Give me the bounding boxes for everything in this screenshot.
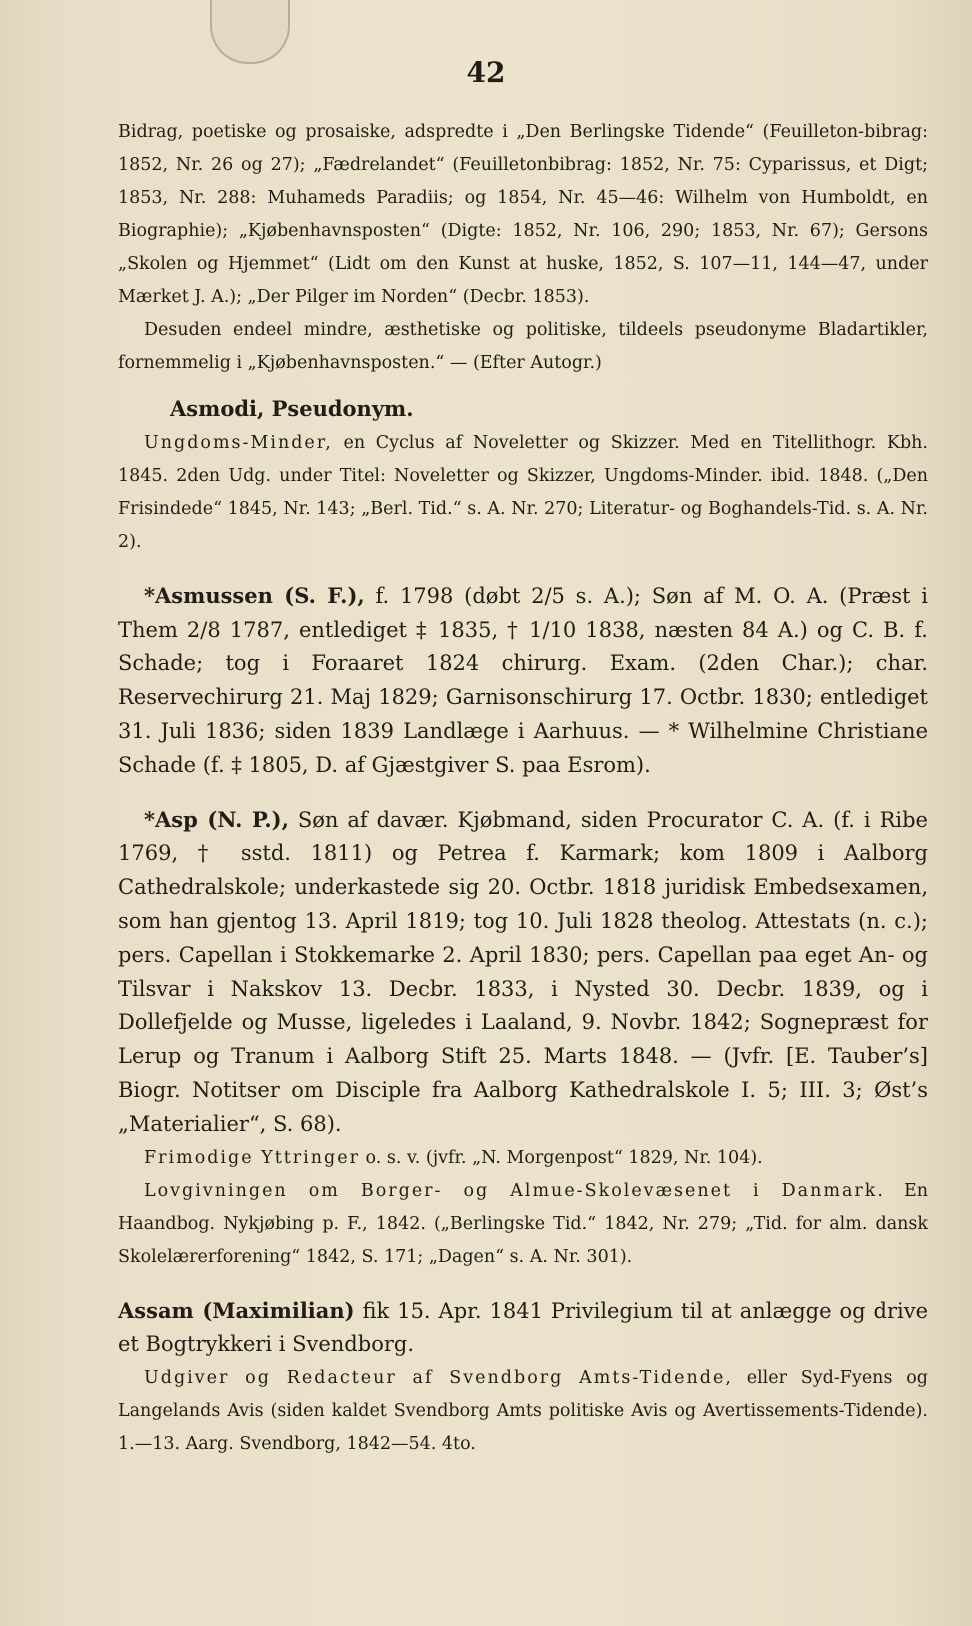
entry-asmodi-work: [118, 427, 928, 559]
thumb-index-tab: [210, 0, 290, 64]
work-details-lovgivningen: En Haandbog. Nykjøbing p. F., 1842. („Berlingske Tid.“ 1842, Nr. 279; „Tid. for alm. dansk Skolelærerforening“ 1842, S. 171; „Dagen“ s. A. Nr. 301).: [118, 1180, 928, 1267]
entry-asp-bio: Søn af davær. Kjøbmand, siden Procurator C. A. (f. i Ribe 1769, † sstd. 1811) og Petrea f. Karmark; kom 1809 i Aalborg Cathedralskole; underkastede sig 20. Octbr. 1818 juridisk Embedsexamen, som han gjentog 13. April 1819; tog 10. Juli 1828 theolog. Attestats (n. c.); pers. Capellan i Stokkemarke 2. April 1830; pers. Capellan paa eget An- og Tilsvar i Nakskov 13. Decbr. 1833, i Nysted 30. Decbr. 1839, og i Dollefjelde og Musse, ligeledes i Laaland, 9. Novbr. 1842; Sognepræst for Lerup og Tranum i Aalborg Stift 25. Marts 1848. — (Jvfr. [E. Tauber’s] Biogr. Notitser om Disciple fra Aalborg Kathedralskole I. 5; III. 3; Øst’s „Materialier“, S. 68).: [118, 807, 928, 1136]
entry-asmodi-name: Asmodi, Pseudonym.: [170, 396, 414, 421]
work-title-svendborg: Udgiver og Redacteur af Svendborg Amts-Tidende,: [144, 1368, 733, 1389]
work-details-frimodige: o. s. v. (jvfr. „N. Morgenpost“ 1829, Nr. 104).: [359, 1147, 763, 1168]
entry-asp-name: *Asp (N. P.),: [144, 806, 289, 832]
page-number: 42: [466, 56, 506, 89]
entry-asp-work-1: [118, 1142, 928, 1175]
page-body: [118, 116, 928, 1461]
work-title-ungdoms-minder: Ungdoms-Minder,: [144, 432, 333, 453]
entry-assam-bio: fik 15. Apr. 1841 Privilegium til at anlægge og drive et Bogtrykkeri i Svendborg.: [118, 1298, 929, 1357]
work-details-ungdoms-minder: en Cyclus af Noveletter og Skizzer. Med en Titellithogr. Kbh. 1845. 2den Udg. under Titel: Noveletter og Skizzer, Ungdoms-Minder. ibid. 1848. („Den Frisindede“ 1845, Nr. 143; „Berl. Tid.“ s. A. Nr. 270; Literatur- og Boghandels-Tid. s. A. Nr. 2).: [118, 432, 928, 552]
entry-asmussen-name: *Asmussen (S. F.),: [144, 582, 365, 608]
paragraph-desuden: Desuden endeel mindre, æsthetiske og politiske, tildeels pseudonyme Bladartikler, fornemmelig i „Kjøbenhavnsposten.“ — (Efter Autogr.): [118, 320, 928, 373]
entry-assam-name: Assam (Maximilian): [118, 1297, 355, 1323]
entry-asmussen-bio: f. 1798 (døbt 2/5 s. A.); Søn af M. O. A. (Præst i Them 2/8 1787, entlediget ‡ 1835, † 1/10 1838, næsten 84 A.) og C. B. f. Schade; tog i Foraaret 1824 chirurg. Exam. (2den Char.); char. Reservechirurg 21. Maj 1829; Garnisonschirurg 17. Octbr. 1830; entlediget 31. Juli 1836; siden 1839 Landlæge i Aarhuus. — * Wilhelmine Christiane Schade (f. ‡ 1805, D. af Gjæstgiver S. paa Esrom).: [118, 583, 928, 777]
entry-assam: [118, 1294, 928, 1363]
entry-asmussen: [118, 579, 928, 783]
entry-asp-work-2: [118, 1175, 928, 1274]
paragraph-bidrag: Bidrag, poetiske og prosaiske, adspredte i „Den Berlingske Tidende“ (Feuilleton-bibrag: 1852, Nr. 26 og 27); „Fædrelandet“ (Feuilletonbibrag: 1852, Nr. 75: Cyparissus, et Digt; 1853, Nr. 288: Muhameds Paradiis; og 1854, Nr. 45—46: Wilhelm von Humboldt, en Biographie); „Kjøbenhavnsposten“ (Digte: 1852, Nr. 106, 290; 1853, Nr. 67); Gersons „Skolen og Hjemmet“ (Lidt om den Kunst at huske, 1852, S. 107—11, 144—47, under Mærket J. A.); „Der Pilger im Norden“ (Decbr. 1853).: [118, 122, 928, 307]
entry-asmodi-heading: [118, 392, 928, 427]
work-title-frimodige: Frimodige Yttringer: [144, 1147, 360, 1168]
entry-asp: [118, 803, 928, 1142]
entry-assam-work: [118, 1362, 928, 1461]
work-details-svendborg: eller Syd-Fyens og Langelands Avis (siden kaldet Svendborg Amts politiske Avis og Avertissements-Tidende). 1.—13. Aarg. Svendborg, 1842—54. 4to.: [118, 1368, 928, 1455]
work-title-lovgivningen: Lovgivningen om Borger- og Almue-Skolevæsenet i Danmark.: [144, 1180, 885, 1201]
